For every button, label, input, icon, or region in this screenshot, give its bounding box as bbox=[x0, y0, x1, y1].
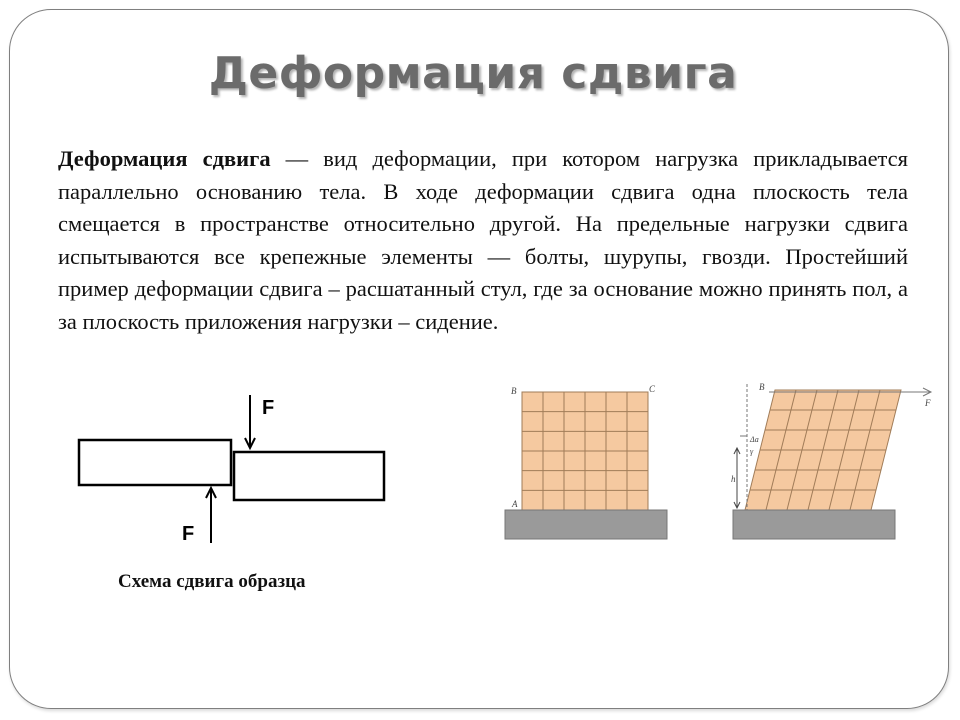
undeformed-sample-figure bbox=[495, 380, 675, 550]
term-bold: Деформация сдвига bbox=[58, 146, 271, 171]
undeformed-base bbox=[505, 510, 667, 539]
deformed-sample-figure bbox=[725, 378, 940, 550]
shear-scheme-diagram bbox=[70, 390, 400, 550]
scheme-caption: Схема сдвига образца bbox=[118, 571, 306, 592]
label-gamma: γ bbox=[750, 447, 754, 456]
force-label-top: F bbox=[262, 397, 275, 419]
right-block bbox=[234, 452, 384, 500]
label-displacement: Δa bbox=[750, 435, 759, 444]
slide-frame bbox=[9, 9, 949, 709]
force-label-bottom: F bbox=[182, 523, 195, 545]
label-c: C bbox=[649, 384, 656, 394]
deformed-grid bbox=[745, 390, 901, 510]
left-block bbox=[79, 440, 231, 485]
label-b2: B bbox=[759, 382, 765, 392]
label-b: B bbox=[511, 386, 517, 396]
body-paragraph bbox=[58, 143, 908, 338]
undeformed-grid bbox=[522, 392, 648, 510]
paragraph-text: — вид деформации, при котором нагрузка прикладывается параллельно основанию тела. В ходе деформации сдвига одна плоскость тела смещается в пространстве относительно другой. На предельные нагрузки сдвига испытываются все крепежные элементы — болты, шурупы, гвозди. Простейший пример деформации сдвига – расшатанный стул, где за основание можно принять пол, а за плоскость приложения нагрузки – сидение. bbox=[58, 146, 908, 334]
deformed-base bbox=[733, 510, 895, 539]
slide-title: Деформация сдвига bbox=[208, 48, 738, 99]
label-a: A bbox=[512, 499, 518, 509]
label-f: F bbox=[925, 398, 931, 408]
label-h: h bbox=[731, 474, 736, 484]
